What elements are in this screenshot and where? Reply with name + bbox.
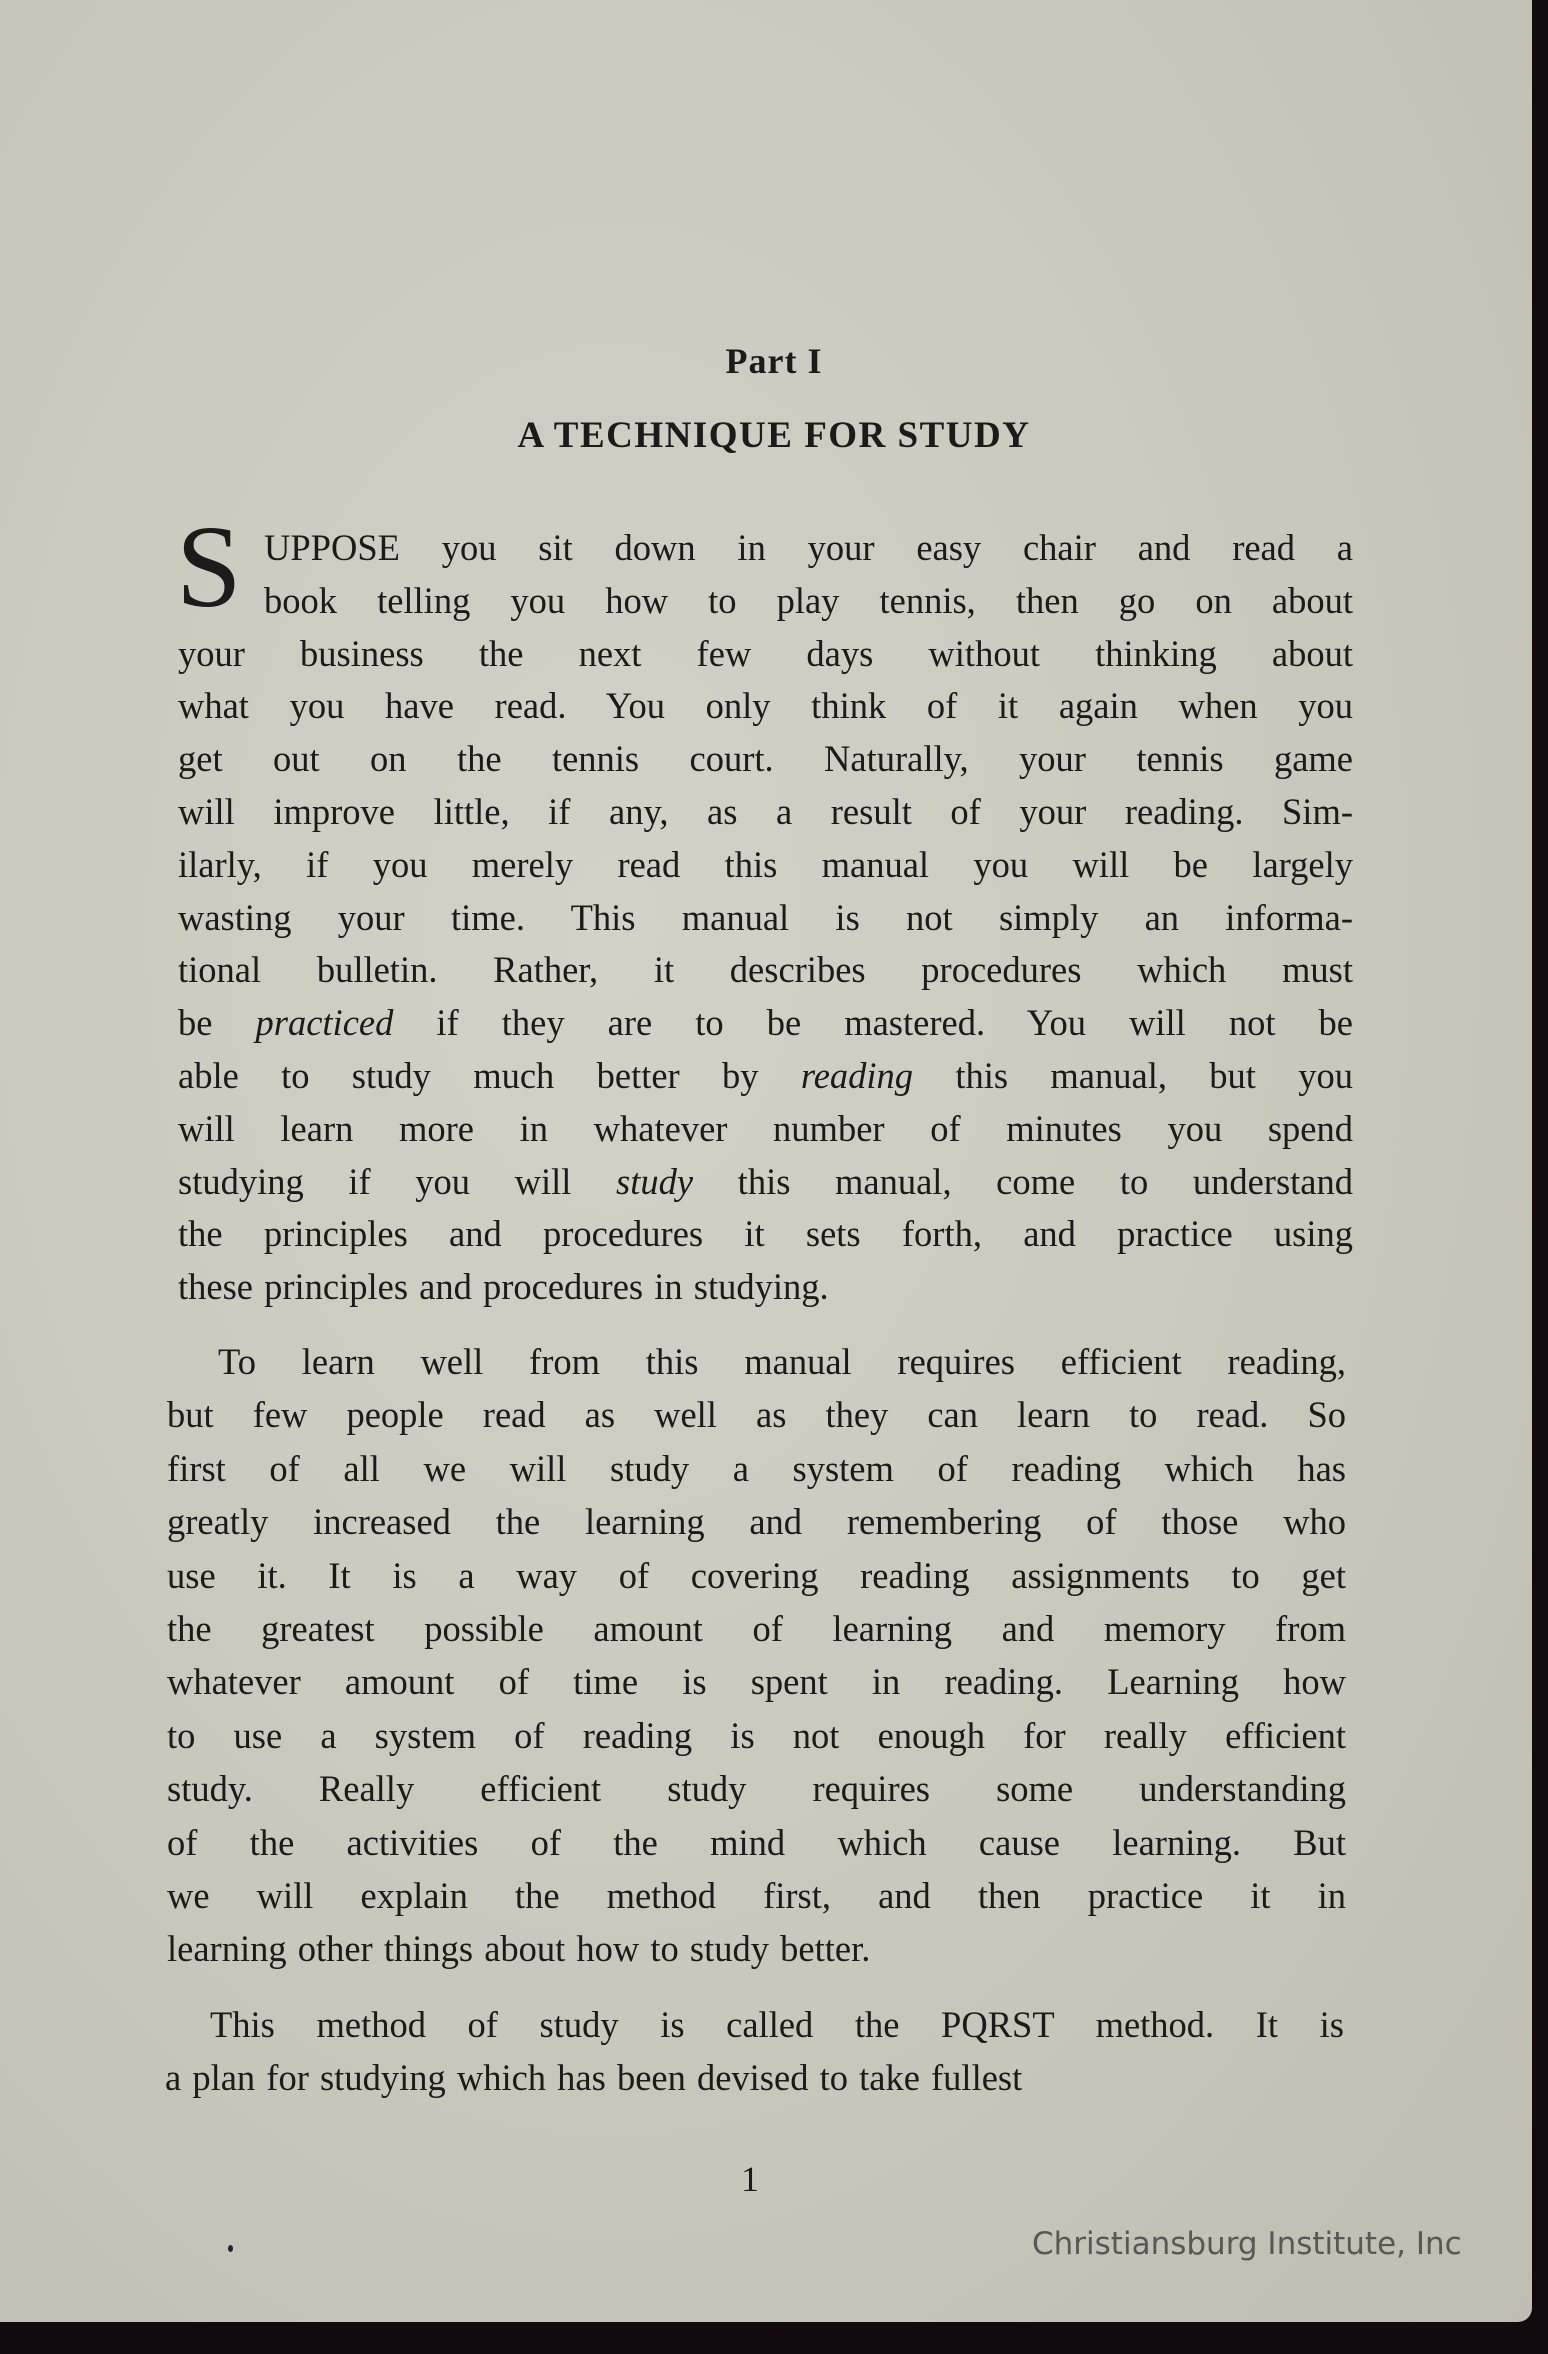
text-line <box>264 579 1353 623</box>
text-segment: wasting your time. This manual is not simply an informa- <box>178 896 1353 938</box>
italic-text: study <box>616 1160 694 1202</box>
text-segment: use it. It is a way of covering reading assignments to get <box>167 1554 1346 1596</box>
text-line <box>178 790 1353 834</box>
text-line <box>167 1927 1346 1971</box>
text-line <box>218 1340 1346 1384</box>
text-line <box>167 1874 1346 1918</box>
text-segment: This method of study is called the PQRST method. It is <box>210 2004 1344 2045</box>
text-segment: whatever amount of time is spent in reading. Learning how <box>167 1661 1346 1703</box>
text-line <box>165 2056 1344 2100</box>
text-segment: study. Really efficient study requires some understanding <box>167 1768 1346 1810</box>
chapter-title: A TECHNIQUE FOR STUDY <box>517 415 1031 456</box>
text-segment: ilarly, if you merely read this manual you will be largely <box>178 843 1353 885</box>
text-segment: the principles and procedures it sets forth, and practice using <box>178 1213 1353 1255</box>
text-segment: we will explain the method first, and then practice it in <box>167 1875 1346 1916</box>
text-line <box>167 1500 1346 1544</box>
text-line <box>167 1821 1346 1865</box>
text-segment: but few people read as well as they can learn to read. So <box>167 1394 1346 1436</box>
text-segment: able to study much better by <box>178 1055 801 1096</box>
text-line <box>178 843 1353 887</box>
text-line <box>178 1054 1353 1098</box>
text-line <box>167 1714 1346 1758</box>
text-line <box>167 1393 1346 1437</box>
text-line <box>178 1212 1353 1256</box>
text-segment: a plan for studying which has been devised to take fullest <box>165 2057 1023 2098</box>
text-segment: greatly increased the learning and remembering of those who <box>167 1501 1346 1543</box>
text-line <box>210 2003 1344 2047</box>
text-line <box>264 526 1353 570</box>
text-segment: learning other things about how to study better. <box>167 1928 871 1970</box>
text-line <box>167 1447 1346 1491</box>
text-segment: to use a system of reading is not enough for really efficient <box>167 1714 1346 1756</box>
text-line <box>167 1554 1346 1598</box>
text-segment: the greatest possible amount of learning and memory from <box>167 1608 1346 1649</box>
text-segment: tional bulletin. Rather, it describes procedures which must <box>178 949 1353 991</box>
text-segment: book telling you how to play tennis, then go on about <box>264 579 1353 621</box>
text-line <box>167 1660 1346 1704</box>
text-line <box>178 1107 1353 1151</box>
ink-speck <box>228 2245 233 2252</box>
italic-text: practiced <box>255 1002 394 1044</box>
text-line <box>178 632 1353 676</box>
text-line <box>178 737 1353 781</box>
text-segment: this manual, but you <box>913 1055 1353 1096</box>
text-segment: what you have read. You only think of it again when you <box>178 685 1353 727</box>
text-segment: studying if you will <box>178 1160 617 1202</box>
text-line <box>178 896 1353 940</box>
italic-text: reading <box>800 1055 914 1096</box>
text-segment: your business the next few days without thinking about <box>178 632 1353 674</box>
page-number: 1 <box>741 2159 759 2199</box>
text-line <box>178 1001 1353 1045</box>
text-segment: of the activities of the mind which cause learning. But <box>167 1821 1346 1863</box>
text-line <box>178 948 1353 992</box>
text-segment: if they are to be mastered. You will not be <box>393 1002 1353 1044</box>
drop-cap: S <box>176 501 242 632</box>
text-segment: UPPOSE you sit down in your easy chair and read a <box>264 527 1353 568</box>
watermark: Christiansburg Institute, Inc <box>1032 2226 1462 2262</box>
text-segment: To learn well from this manual requires efficient reading, <box>218 1341 1346 1382</box>
part-heading: Part I <box>725 341 823 381</box>
text-line <box>167 1607 1346 1651</box>
text-line <box>167 1767 1346 1811</box>
text-line <box>178 684 1353 728</box>
text-segment: first of all we will study a system of reading which has <box>167 1447 1346 1489</box>
text-segment: get out on the tennis court. Naturally, your tennis game <box>178 738 1353 780</box>
text-segment: this manual, come to understand <box>693 1160 1353 1202</box>
text-line <box>178 1265 1353 1309</box>
text-segment: be <box>178 1002 256 1044</box>
text-segment: these principles and procedures in studying. <box>178 1266 829 1308</box>
text-segment: will learn more in whatever number of minutes you spend <box>178 1107 1353 1149</box>
text-segment: will improve little, if any, as a result of your reading. Sim- <box>178 791 1353 832</box>
text-line <box>178 1160 1353 1204</box>
